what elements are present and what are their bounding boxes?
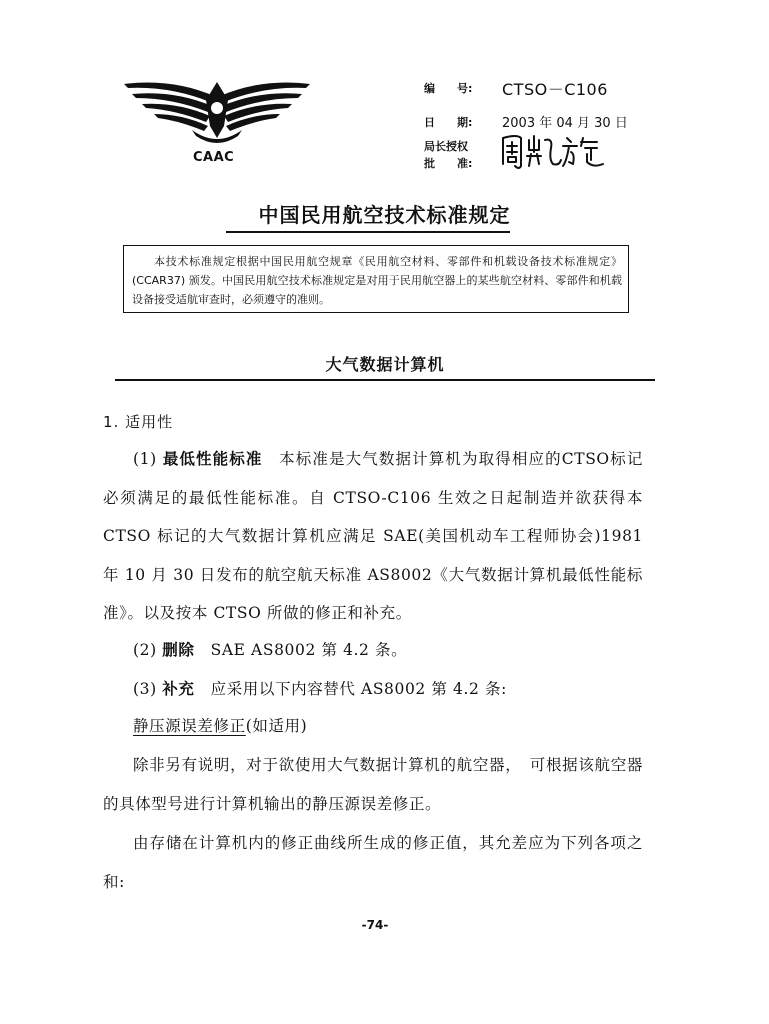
- title-underline: [226, 231, 510, 233]
- item-3-prefix: (3): [133, 680, 163, 698]
- notice-box: [123, 245, 629, 313]
- caac-logo: [122, 78, 312, 148]
- item-3-text: 应采用以下内容替代 AS8002 第 4.2 条:: [194, 680, 507, 698]
- section-rule: [115, 379, 655, 381]
- item-1-prefix: (1): [133, 450, 163, 468]
- page-number: -74-: [361, 918, 389, 932]
- item-2-text: SAE AS8002 第 4.2 条。: [194, 641, 408, 659]
- doc-number-label: 编 号:: [424, 82, 473, 95]
- logo-text: CAAC: [193, 150, 235, 165]
- item-3-term: 补充: [162, 680, 195, 698]
- approval-label: 批 准:: [424, 157, 473, 170]
- handwritten-signature: [497, 130, 607, 172]
- subheading-underlined: 静压源误差修正: [133, 717, 246, 735]
- paragraph-min-performance: [103, 440, 643, 633]
- document-title: 中国民用航空技术标准规定: [258, 203, 511, 227]
- date-value: 2003 年 04 月 30 日: [502, 116, 628, 131]
- item-1-term: 最低性能标准: [162, 450, 263, 468]
- subheading-static-correction: [103, 707, 643, 746]
- section-title: 大气数据计算机: [325, 355, 445, 374]
- subheading-suffix: (如适用): [245, 717, 308, 735]
- item-1-text: 本标准是大气数据计算机为取得相应的CTSO标记必须满足的最低性能标准。自 CTSO-C106 生效之日起制造并欲获得本 CTSO 标记的大气数据计算机应满足 SAE(美国机动车工程师协会)1981 年 10 月 30 日发布的航空航天标准 AS8002《大气数据计算机最低性能标准》。以及按本 CTSO 所做的修正和补充。: [103, 450, 643, 622]
- notice-text: 本技术标准规定根据中国民用航空规章《民用航空材料、零部件和机载设备技术标准规定》(CCAR37) 颁发。中国民用航空技术标准规定是对用于民用航空器上的某些航空材料、零部件和机载设备接受适航审查时，必须遵守的准则。: [132, 255, 622, 306]
- paragraph-static-source: 除非另有说明，对于欲使用大气数据计算机的航空器， 可根据该航空器的具体型号进行计算机输出的静压源误差修正。: [103, 756, 643, 813]
- doc-number-value: CTSO－C106: [502, 80, 608, 99]
- paragraph-tolerance: 由存储在计算机内的修正曲线所生成的修正值，其允差应为下列各项之和:: [103, 834, 643, 891]
- heading-applicability: 1. 适用性: [103, 413, 174, 431]
- date-label: 日 期:: [424, 116, 473, 129]
- authorization-label: 局长授权: [424, 140, 468, 153]
- paragraph-delete: [103, 631, 643, 670]
- paragraph-supplement: [103, 670, 643, 709]
- item-2-term: 删除: [162, 641, 195, 659]
- item-2-prefix: (2): [133, 641, 163, 659]
